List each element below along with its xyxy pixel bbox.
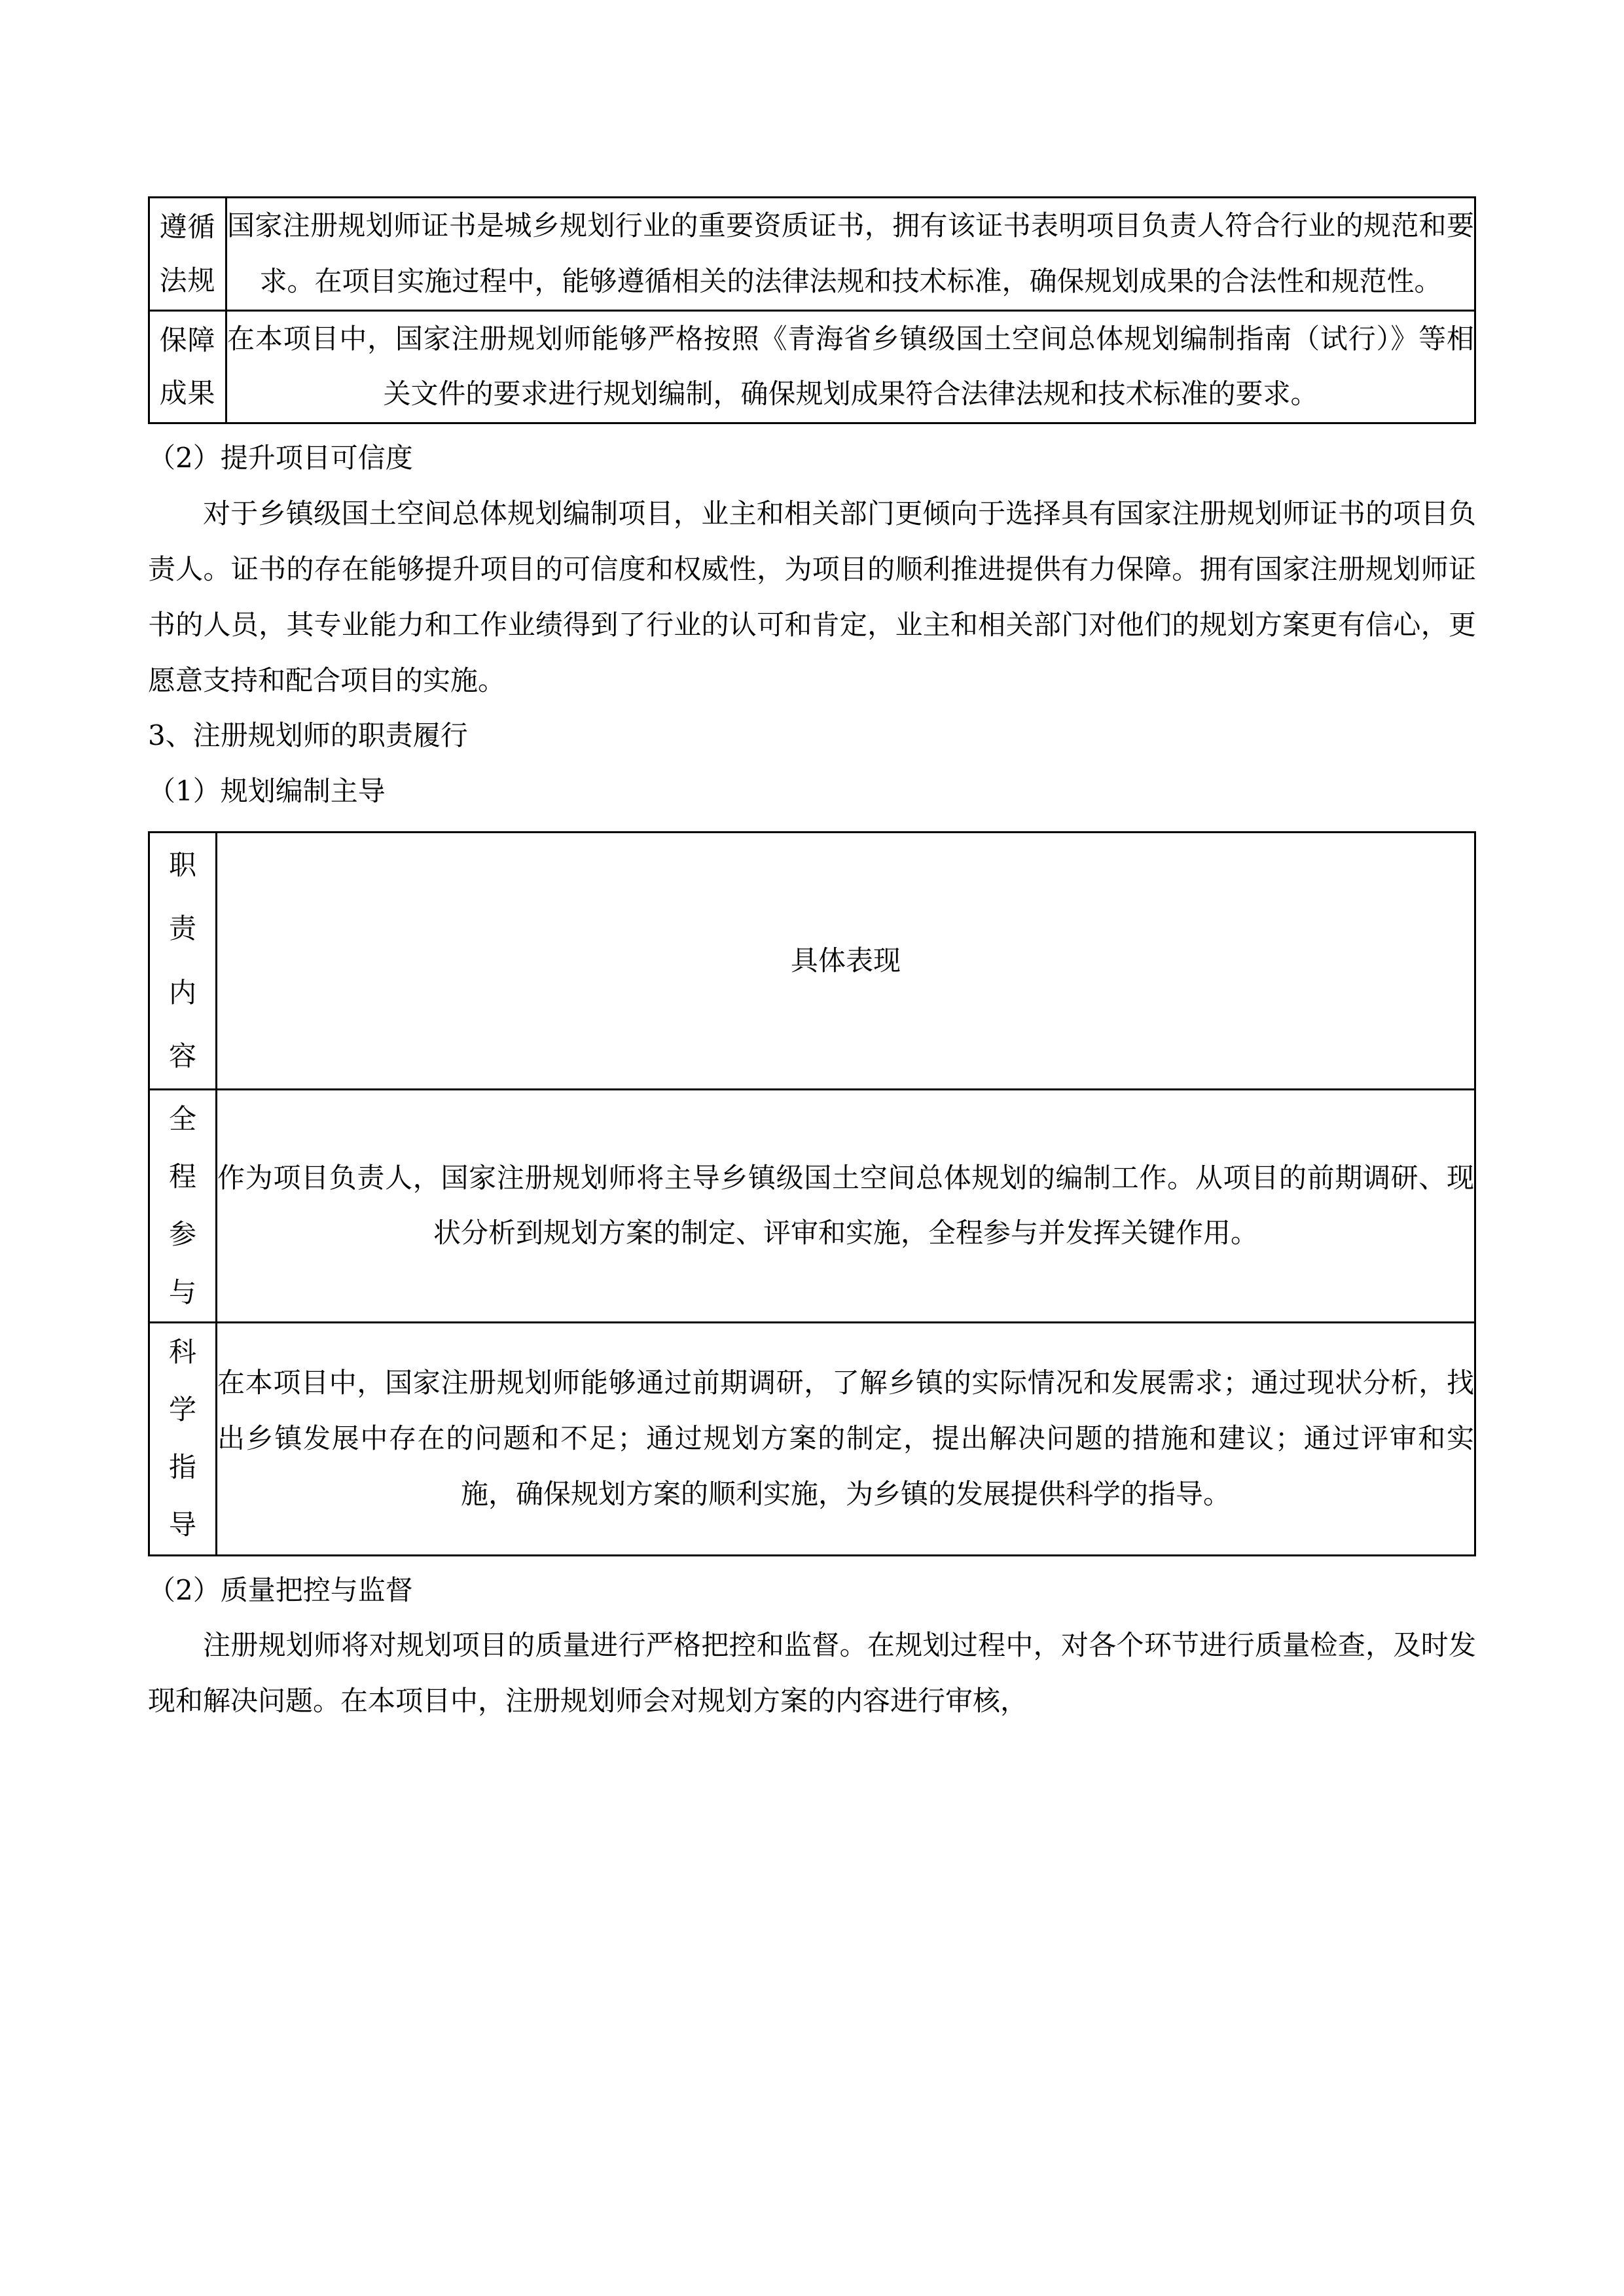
subheading-planning-lead: （1）规划编制主导 (148, 775, 386, 808)
paragraph-credibility: 对于乡镇级国土空间总体规划编制项目，业主和相关部门更倾向于选择具有国家注册规划师证书的项目负责人。证书的存在能够提升项目的可信度和权威性，为项目的顺利推进提供有力保障。拥有国家注册规划师证书的人员，其专业能力和工作业绩得到了行业的认可和肯定，业主和相关部门对他们的规划方案更有信心，更愿意支持和配合项目的实施。 (148, 497, 1476, 696)
column-header-duty-content (149, 833, 217, 1090)
row-content-zunxun-fagui: 国家注册规划师证书是城乡规划行业的重要资质证书，拥有该证书表明项目负责人符合行业的规范和要求。在项目实施过程中，能够遵循相关的法律法规和技术标准，确保规划成果的合法性和规范性。 (226, 198, 1475, 311)
row-label-kexue-zhidao (149, 1322, 217, 1555)
row-label-zunxun-fagui (149, 198, 226, 311)
vertical-label-stack (150, 1323, 215, 1554)
label-char: 职 (168, 848, 196, 881)
table-duties (148, 831, 1476, 1556)
vertical-label-stack (150, 1090, 215, 1321)
label-char: 全 (168, 1103, 196, 1136)
heading-quality-control: （2）质量把控与监督 (148, 1573, 413, 1606)
heading-credibility: （2）提升项目可信度 (148, 442, 413, 475)
row-content-quancheng-canyu: 作为项目负责人，国家注册规划师将主导乡镇级国土空间总体规划的编制工作。从项目的前期调研、现状分析到规划方案的制定、评审和实施，全程参与并发挥关键作用。 (217, 1090, 1475, 1323)
label-char: 指 (168, 1451, 196, 1484)
row-label-baozhang-chengguo (149, 310, 226, 423)
table-legal-compliance (148, 196, 1476, 424)
heading-duties: 3、注册规划师的职责履行 (148, 719, 468, 752)
row-label-line: 成果 (159, 377, 216, 410)
table-row (149, 1322, 1475, 1555)
table-header-row (149, 833, 1475, 1090)
label-char: 内 (168, 976, 196, 1009)
label-char: 参 (168, 1218, 196, 1251)
label-char: 容 (168, 1040, 196, 1073)
paragraph-quality-control: 注册规划师将对规划项目的质量进行严格把控和监督。在规划过程中，对各个环节进行质量检查，及时发现和解决问题。在本项目中，注册规划师会对规划方案的内容进行审核， (148, 1629, 1476, 1717)
row-label-quancheng-canyu (149, 1090, 217, 1323)
label-char: 与 (168, 1276, 196, 1308)
label-char: 学 (168, 1393, 196, 1426)
row-label-line: 保障 (159, 323, 216, 356)
row-content-kexue-zhidao: 在本项目中，国家注册规划师能够通过前期调研，了解乡镇的实际情况和发展需求；通过现状分析，找出乡镇发展中存在的问题和不足；通过规划方案的制定，提出解决问题的措施和建议；通过评审和实施，确保规划方案的顺利实施，为乡镇的发展提供科学的指导。 (217, 1322, 1475, 1555)
row-content-baozhang-chengguo: 在本项目中，国家注册规划师能够严格按照《青海省乡镇级国土空间总体规划编制指南（试行）》等相关文件的要求进行规划编制，确保规划成果符合法律法规和技术标准的要求。 (226, 310, 1475, 423)
table-row (149, 310, 1475, 423)
row-label-line: 法规 (159, 264, 216, 296)
label-char: 导 (168, 1509, 196, 1541)
table-row (149, 1090, 1475, 1323)
label-char: 责 (168, 912, 196, 945)
row-label-line: 遵循 (159, 210, 216, 243)
label-char: 程 (168, 1160, 196, 1193)
vertical-label-stack (150, 833, 215, 1088)
label-char: 科 (168, 1335, 196, 1368)
table-row (149, 198, 1475, 311)
column-header-specific-performance: 具体表现 (217, 833, 1475, 1090)
